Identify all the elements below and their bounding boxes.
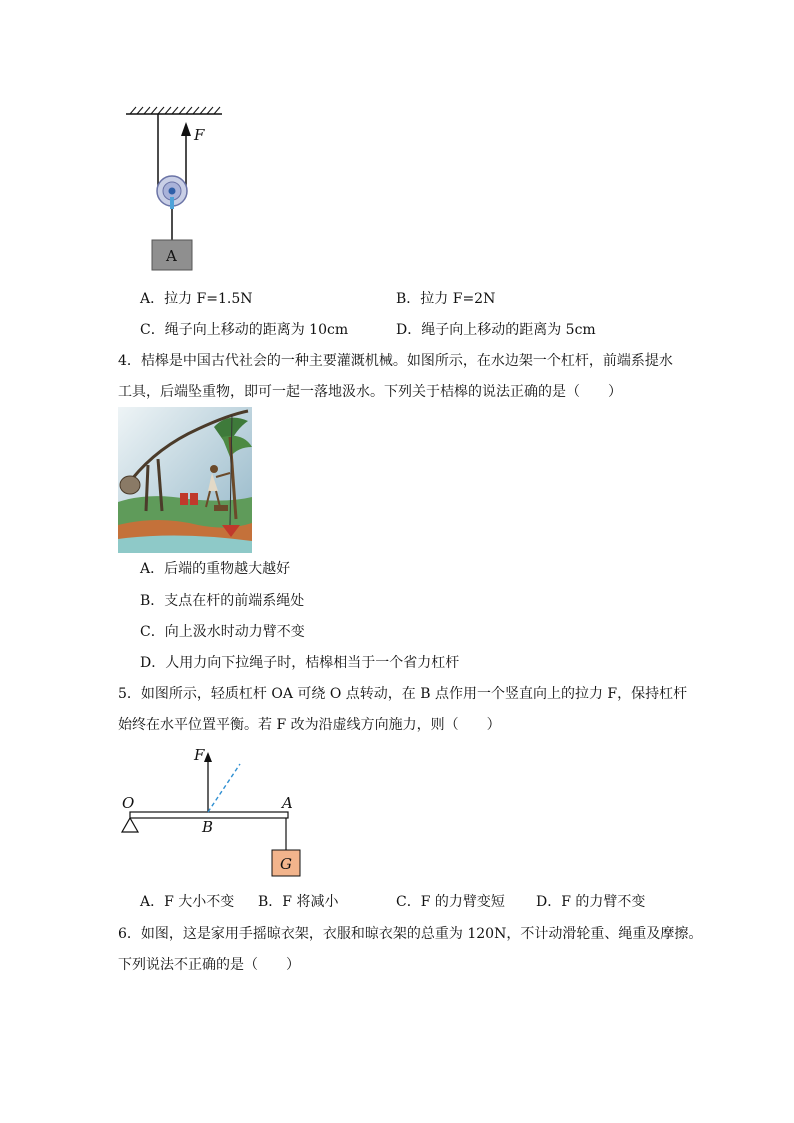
q5-option-a[interactable]: A．F 大小不变 [140,894,235,910]
label-b: B [202,818,214,836]
q4-option-a[interactable]: A．后端的重物越大越好 [140,561,291,577]
q5-question-line1: 5．如图所示，轻质杠杆 OA 可绕 O 点转动，在 B 点作用一个竖直向上的拉力 F，保持杠杆 [118,686,688,702]
q6-question-line2: 下列说法不正确的是（ ） [118,957,300,973]
q4-question-line1: 4．桔槔是中国古代社会的一种主要灌溉机械。如图所示，在水边架一个杠杆，前端系提水 [118,353,673,369]
label-a: A [282,794,293,812]
ceiling-hatch [126,107,222,114]
q3-option-a[interactable]: A．拉力 F=1.5N [140,291,253,307]
block-label: A [166,247,177,265]
label-o: O [122,794,135,812]
force-arrow [181,122,191,140]
fulcrum [122,818,138,832]
q3-option-d[interactable]: D．绳子向上移动的距离为 5cm [396,322,596,338]
force-label: F [194,126,205,144]
label-f: F [194,746,205,764]
q6-question-line1: 6．如图，这是家用手摇晾衣架，衣服和晾衣架的总重为 120N，不计动滑轮重、绳重及摩擦。 [118,926,703,942]
q4-option-d[interactable]: D．人用力向下拉绳子时，桔槔相当于一个省力杠杆 [140,655,460,671]
force-arrow [204,752,212,812]
q5-option-d[interactable]: D．F 的力臂不变 [536,894,646,910]
pulley-figure [118,104,228,274]
pulley-hook [170,197,174,209]
q3-option-c[interactable]: C．绳子向上移动的距离为 10cm [140,322,349,338]
label-g: G [280,855,292,873]
q3-option-b[interactable]: B．拉力 F=2N [396,291,496,307]
dashed-direction-line [208,764,240,812]
q5-option-c[interactable]: C．F 的力臂变短 [396,894,505,910]
q4-option-b[interactable]: B．支点在杆的前端系绳处 [140,593,305,609]
q5-question-line2: 始终在水平位置平衡。若 F 改为沿虚线方向施力，则（ ） [118,717,501,733]
lever-figure [116,742,316,882]
q4-option-c[interactable]: C．向上汲水时动力臂不变 [140,624,305,640]
jiegao-illustration [118,407,252,553]
q4-question-line2: 工具，后端坠重物，即可一起一落地汲水。下列关于桔槔的说法正确的是（ ） [118,384,622,400]
q5-option-b[interactable]: B．F 将减小 [258,894,339,910]
